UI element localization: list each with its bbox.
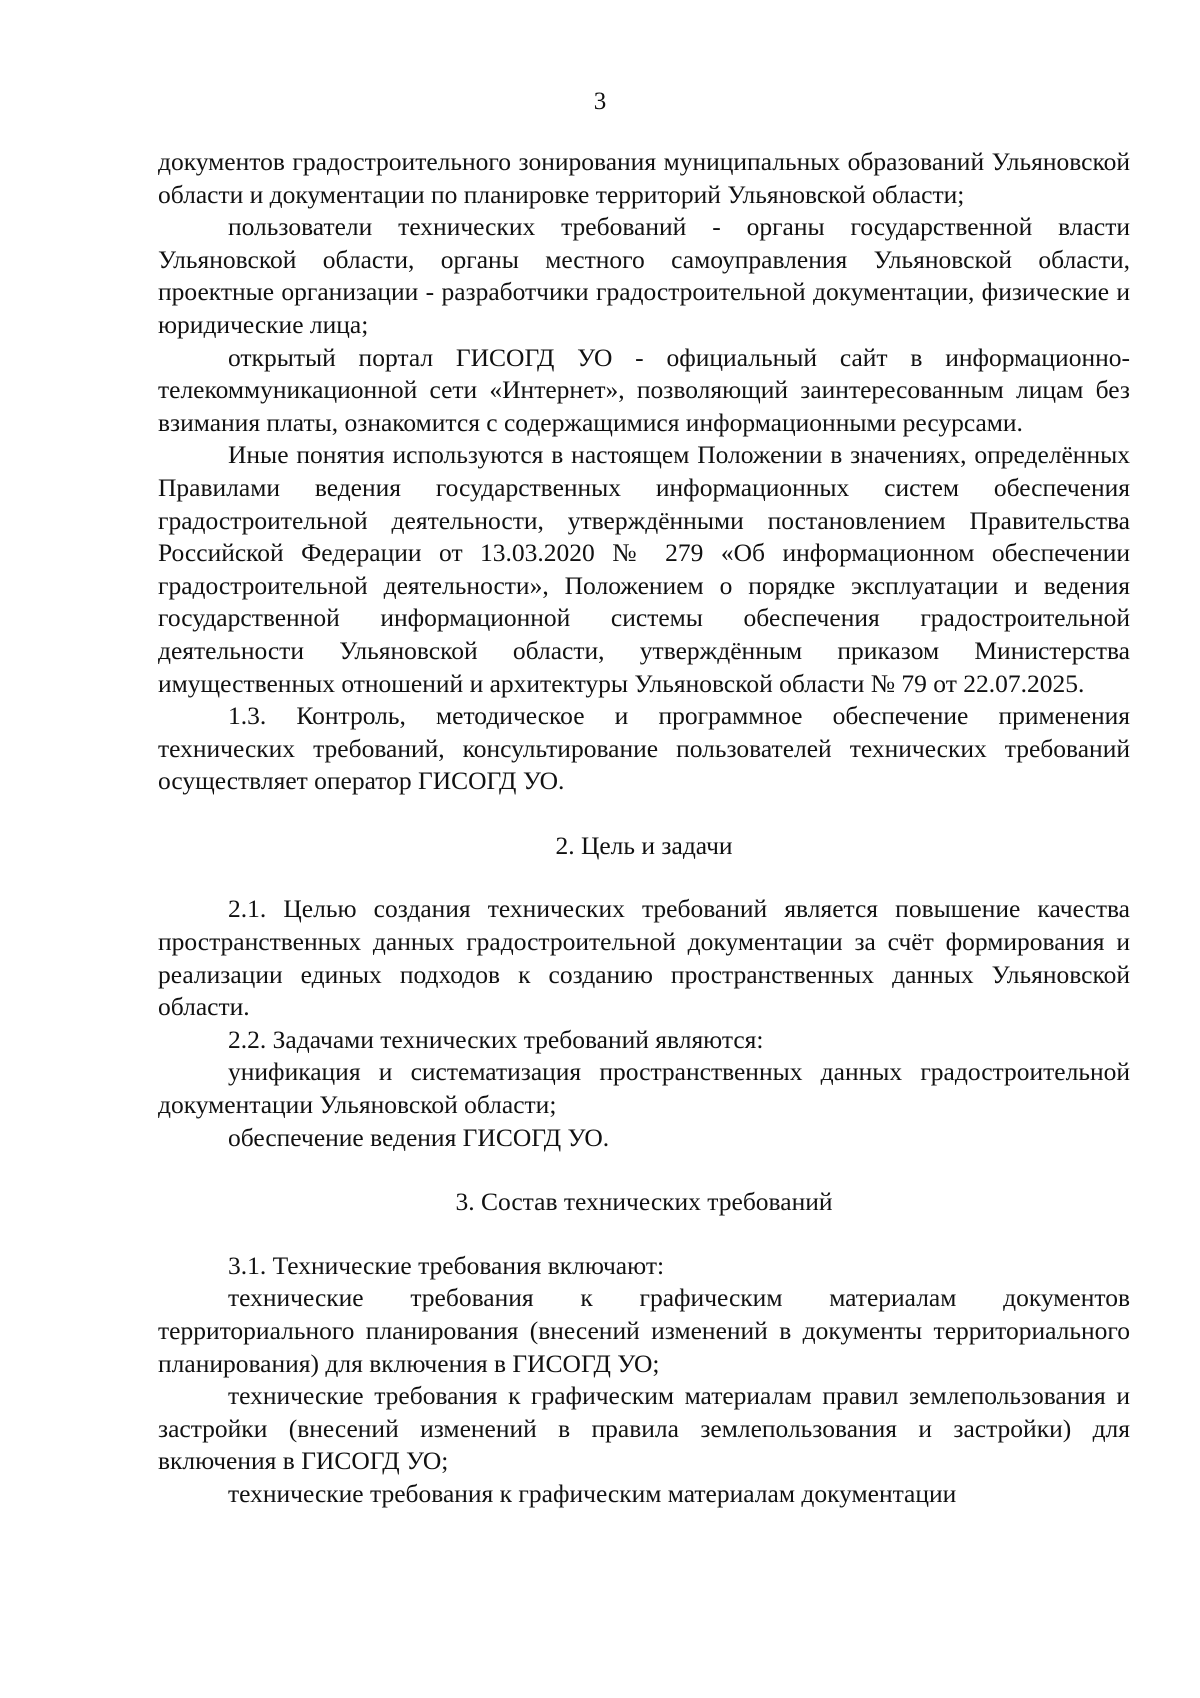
paragraph-3-1-item-planning-documentation: технические требования к графическим материалам документации <box>228 1478 957 1508</box>
paragraph-2-2-item-gisogd: обеспечение ведения ГИСОГД УО. <box>228 1122 610 1152</box>
paragraph-2-2-item-unification: унификация и систематизация пространственных данных градостроительной документации Ульяновской области; <box>158 1057 1130 1120</box>
paragraph-definitions-continuation: документов градостроительного зонирования муниципальных образований Ульяновской области и документации по планировке территорий Ульяновской области; <box>158 147 1130 209</box>
paragraph-other-terms: Иные понятия используются в настоящем Положении в значениях, определённых Правилами ведения государственных информационных систем обеспечения градостроительной деятельности, утверждёнными постановлением Правительства Российской Федерации от 13.03.2020 № 279 «Об информационном обеспечении градостроительной деятельности», Положением о порядке эксплуатации и ведения государственной информационной системы обеспечения градостроительной деятельности Ульяновской области, утверждённым приказом Министерства имущественных отношений и архитектуры Ульяновской области № 79 от 22.07.2025. <box>158 440 1130 698</box>
paragraph-1-3: 1.3. Контроль, методическое и программное обеспечение применения технических требований, консультирование пользователей технических требований осуществляет оператор ГИСОГД УО. <box>158 701 1130 796</box>
paragraph-users-definition: пользователи технических требований - органы государственной власти Ульяновской области, органы местного самоуправления Ульяновской области, проектные организации - разработчики градостроительной документации, физические и юридические лица; <box>158 212 1130 339</box>
paragraph-3-1-item-land-use-rules: технические требования к графическим материалам правил землепользования и застройки (внесений изменений в правила землепользования и застройки) для включения в ГИСОГД УО; <box>158 1381 1130 1476</box>
page-number: 3 <box>593 88 607 115</box>
document-body <box>158 146 1130 1511</box>
paragraph-3-1: 3.1. Технические требования включают: <box>228 1250 665 1280</box>
paragraph-3-1-item-territorial-planning: технические требования к графическим материалам документов территориального планирования (внесений изменений в документы территориального планирования) для включения в ГИСОГД УО; <box>158 1283 1130 1378</box>
section-3-heading: 3. Состав технических требований <box>455 1187 833 1217</box>
paragraph-2-1: 2.1. Целью создания технических требований является повышение качества пространственных данных градостроительной документации за счёт формирования и реализации единых подходов к созданию пространственных данных Ульяновской области. <box>158 894 1130 1022</box>
paragraph-2-2: 2.2. Задачами технических требований являются: <box>228 1024 764 1054</box>
section-2-heading: 2. Цель и задачи <box>555 830 733 860</box>
paragraph-portal-definition: открытый портал ГИСОГД УО - официальный сайт в информационно-телекоммуникационной сети «Интернет», позволяющий заинтересованным лицам без взимания платы, ознакомится с содержащимися информационными ресурсами. <box>158 342 1130 437</box>
